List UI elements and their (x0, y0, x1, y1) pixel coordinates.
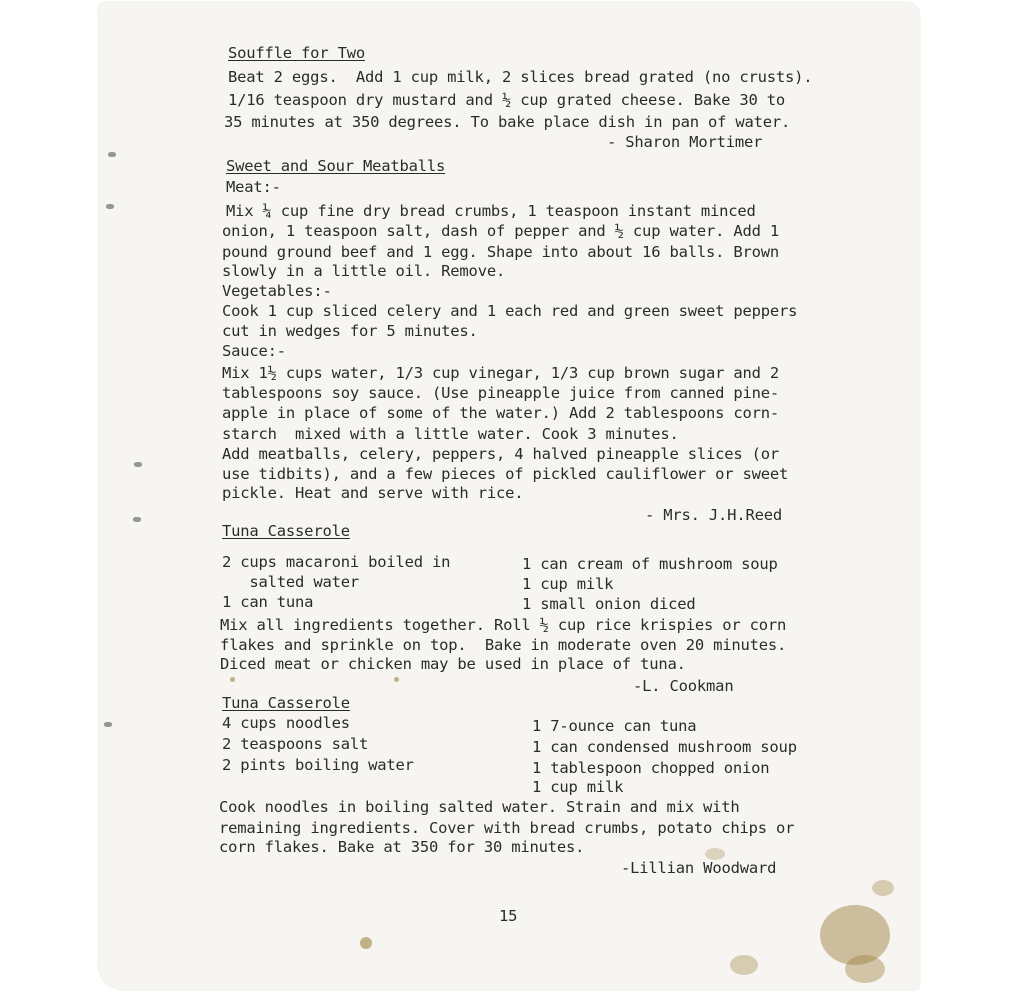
recipe-line: apple in place of some of the water.) Add 2 tablespoons corn- (222, 404, 780, 422)
recipe-line: slowly in a little oil. Remove. (222, 262, 506, 280)
ingredient: salted water (222, 573, 359, 591)
ingredient: 2 cups macaroni boiled in (222, 553, 451, 571)
ingredient: 1 7-ounce can tuna (532, 717, 697, 735)
recipe-line: cut in wedges for 5 minutes. (222, 322, 478, 340)
ingredient: 1 tablespoon chopped onion (532, 759, 770, 777)
recipe-line: 1/16 teaspoon dry mustard and ½ cup grated cheese. Bake 30 to (228, 91, 786, 109)
recipe-line: Sauce:- (222, 342, 286, 360)
recipe-line: Mix all ingredients together. Roll ½ cup rice krispies or corn (220, 616, 787, 634)
ingredient: 2 pints boiling water (222, 756, 414, 774)
ingredient: 1 cup milk (532, 778, 624, 796)
recipe-line: Diced meat or chicken may be used in place of tuna. (220, 655, 686, 673)
recipe-author: - Sharon Mortimer (607, 133, 763, 151)
recipe-line: use tidbits), and a few pieces of pickled cauliflower or sweet (222, 465, 789, 483)
recipe-line: Cook noodles in boiling salted water. Strain and mix with (219, 798, 740, 816)
recipe-line: corn flakes. Bake at 350 for 30 minutes. (219, 838, 585, 856)
recipe-line: tablespoons soy sauce. (Use pineapple juice from canned pine- (222, 384, 780, 402)
recipe-title: Tuna Casserole (222, 694, 350, 712)
ingredient: 1 can tuna (222, 593, 314, 611)
recipe-line: Vegetables:- (222, 282, 332, 300)
recipe-line: onion, 1 teaspoon salt, dash of pepper and ½ cup water. Add 1 (222, 222, 780, 240)
ingredient: 4 cups noodles (222, 714, 350, 732)
recipe-line: pickle. Heat and serve with rice. (222, 484, 524, 502)
recipe-title: Tuna Casserole (222, 522, 350, 540)
recipe-author: -Lillian Woodward (621, 859, 777, 877)
recipe-line: Add meatballs, celery, peppers, 4 halved pineapple slices (or (222, 445, 780, 463)
page-number: 15 (499, 907, 518, 925)
recipe-line: pound ground beef and 1 egg. Shape into about 16 balls. Brown (222, 243, 780, 261)
recipe-author: - Mrs. J.H.Reed (645, 506, 782, 524)
recipe-line: Beat 2 eggs. Add 1 cup milk, 2 slices bread grated (no crusts). (228, 68, 813, 86)
ingredient: 2 teaspoons salt (222, 735, 369, 753)
recipe-line: remaining ingredients. Cover with bread crumbs, potato chips or (219, 819, 795, 837)
recipe-line: starch mixed with a little water. Cook 3 minutes. (222, 425, 679, 443)
recipe-line: flakes and sprinkle on top. Bake in moderate oven 20 minutes. (220, 636, 787, 654)
ingredient: 1 cup milk (522, 575, 614, 593)
recipe-line: Mix ¼ cup fine dry bread crumbs, 1 teaspoon instant minced (226, 202, 756, 220)
recipe-title: Sweet and Sour Meatballs (226, 157, 446, 175)
ingredient: 1 small onion diced (522, 595, 696, 613)
ingredient: 1 can condensed mushroom soup (532, 738, 797, 756)
recipe-line: 35 minutes at 350 degrees. To bake place dish in pan of water. (224, 113, 791, 131)
recipe-title: Souffle for Two (228, 44, 365, 62)
recipe-line: Meat:- (226, 178, 281, 196)
recipe-line: Mix 1½ cups water, 1/3 cup vinegar, 1/3 cup brown sugar and 2 (222, 364, 780, 382)
ingredient: 1 can cream of mushroom soup (522, 555, 778, 573)
recipe-line: Cook 1 cup sliced celery and 1 each red and green sweet peppers (222, 302, 798, 320)
recipe-author: -L. Cookman (633, 677, 734, 695)
